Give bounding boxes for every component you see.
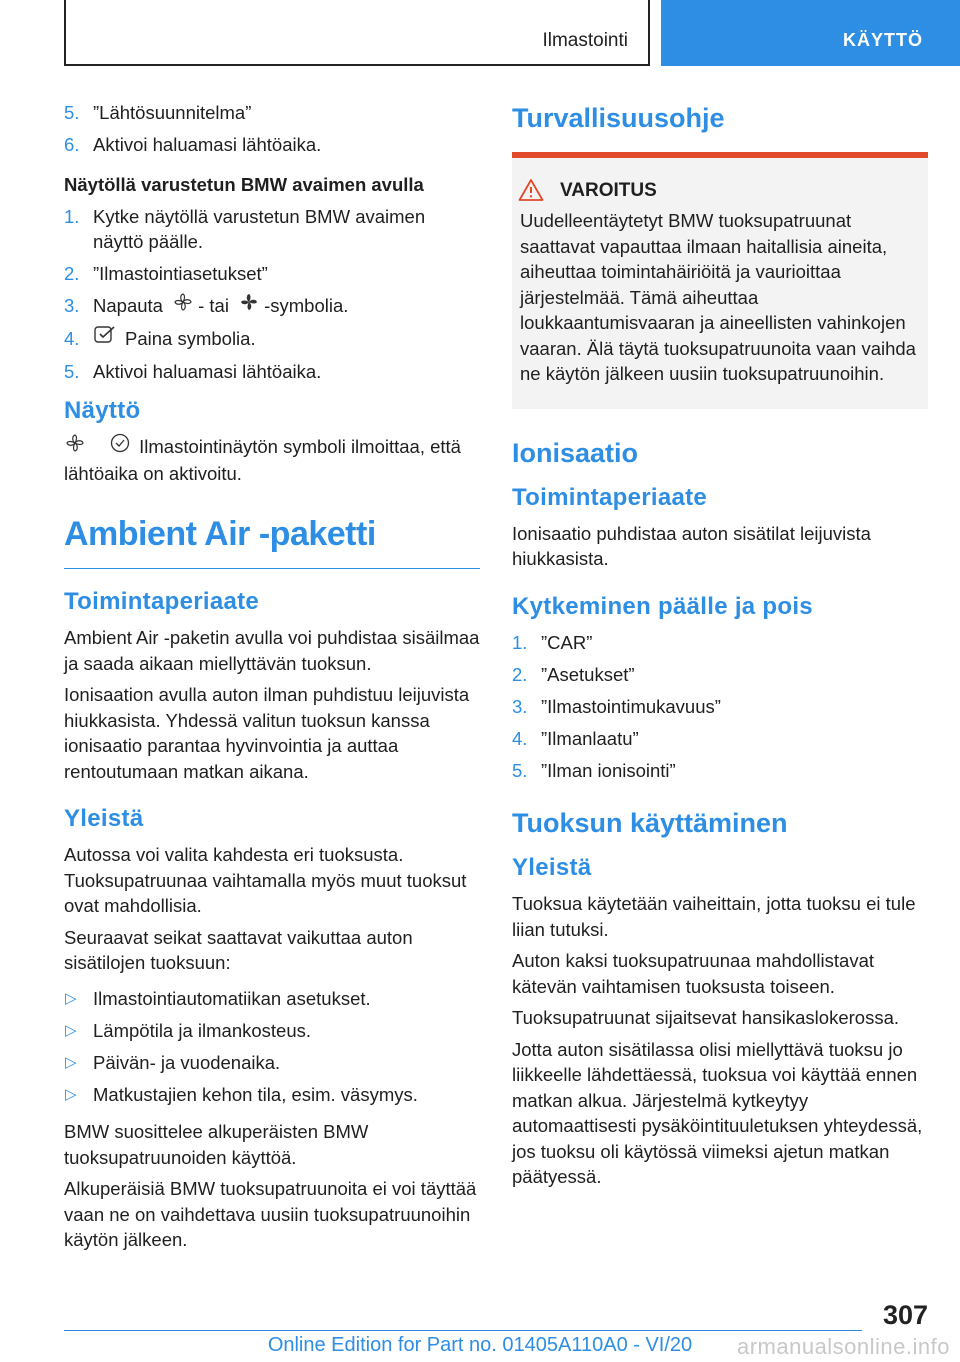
confirm-check-icon	[93, 324, 117, 353]
list-item: 3. ”Ilmastointimukavuus”	[512, 695, 721, 717]
list-item: ▷ Päivän- ja vuodenaika.	[64, 1050, 480, 1076]
general-paragraph: Seuraavat seikat saattavat vaikuttaa auton sisätilojen tuoksuun:	[64, 926, 413, 974]
list-item: 2. ”Ilmastointiasetukset”	[64, 263, 268, 284]
warning-text: Uudelleentäytetyt BMW tuoksupatruunat saattavat vapauttaa ilmaan haitallisia aineita, aiheuttaa toimintahäiriöitä ja vaurioittaa järjestelmää. Tämä aiheuttaa loukkaantumisvaaran ja aineellisten vahinkojen vaaran. Älä täytä tuoksupatruunoita vaan vaihda ne käytön jälkeen uusiin tuoksupatruunoihin.	[520, 210, 916, 384]
safety-heading: Turvallisuusohje	[512, 103, 725, 133]
fragrance-paragraph: Tuoksua käytetään vaiheittain, jotta tuoksu ei tule liian tutuksi.	[512, 893, 916, 940]
warning-title: VAROITUS	[560, 178, 918, 204]
header-chapter-tab	[661, 0, 960, 66]
ion-principle-text: Ionisaatio puhdistaa auton sisätilat leijuvista hiukkasista.	[512, 522, 871, 569]
principle-paragraph: Ambient Air -paketin avulla voi puhdistaa sisäilmaa ja saada aikaan miellyttävän tuoksun.	[64, 627, 480, 674]
triangle-bullet-icon: ▷	[65, 1085, 77, 1103]
list-item: 4. Paina symbolia.	[64, 326, 480, 352]
clock-icon	[109, 432, 131, 461]
display-heading: Näyttö	[64, 397, 141, 425]
fan-outline-icon	[64, 432, 86, 461]
general-heading: Yleistä	[64, 805, 144, 833]
list-item: 5. ”Ilman ionisointi”	[512, 759, 676, 781]
principle-heading: Toimintaperiaate	[64, 588, 260, 616]
right-column	[512, 100, 928, 1196]
fragrance-paragraph: Jotta auton sisätilassa olisi miellyttävä tuoksu jo liikkeelle lähdettäessä, tuoksua voi käyttää ennen matkan alkua. Järjestelmä kytkeytyy automaattisesti pysäköintituuletuksen yhteydessä, jos tuoksu oli käytössä viimeksi ajetun matkan päätyessä.	[512, 1038, 923, 1187]
list-item: 3. Napauta - tai -symbolia.	[64, 293, 480, 319]
fragrance-paragraph: Auton kaksi tuoksupatruunaa mahdollistavat kätevän vaihtamisen tuoksusta toiseen.	[512, 950, 874, 997]
ion-principle-heading: Toimintaperiaate	[512, 483, 708, 511]
switch-heading: Kytkeminen päälle ja pois	[512, 592, 813, 620]
list-item: 1. Kytke näytöllä varustetun BMW avaimen näyttö päälle.	[64, 205, 426, 252]
principle-paragraph: Ionisaation avulla auton ilman puhdistuu leijuvista hiukkasista. Yhdessä valitun tuoksun kanssa ionisaatio parantaa hyvinvointia ja auttaa rentoutumaan matkan aikana.	[64, 684, 470, 782]
general-paragraph: Autossa voi valita kahdesta eri tuoksusta. Tuoksupatruunaa vaihtamalla myös muut tuoksut ovat mahdollisia.	[64, 844, 467, 917]
left-column	[64, 100, 480, 1259]
header-chapter-label: KÄYTTÖ	[843, 30, 923, 50]
bullet-list	[64, 986, 480, 1108]
key-heading: Näytöllä varustetun BMW avaimen avulla	[64, 173, 424, 195]
list-item: 5. ”Lähtösuunnitelma”	[64, 102, 252, 123]
list-top	[64, 100, 480, 158]
triangle-bullet-icon: ▷	[65, 1021, 77, 1039]
list-item: 1. ”CAR”	[512, 631, 593, 653]
list-item: 5. Aktivoi haluamasi lähtöaika.	[64, 360, 322, 382]
list-item: ▷ Matkustajien kehon tila, esim. väsymys.	[64, 1082, 480, 1108]
warning-box	[512, 152, 928, 409]
fragrance-general-heading: Yleistä	[512, 854, 592, 881]
header-section-title: Ilmastointi	[542, 30, 628, 51]
list-item: 4. ”Ilmanlaatu”	[512, 727, 639, 749]
fan-filled-icon	[238, 291, 260, 320]
triangle-bullet-icon: ▷	[65, 989, 77, 1007]
fragrance-paragraph: Tuoksupatruunat sijaitsevat hansikaslokerossa.	[512, 1007, 899, 1028]
fragrance-heading: Tuoksun käyttäminen	[512, 808, 788, 838]
ion-heading: Ionisaatio	[512, 437, 639, 468]
warning-triangle-icon	[518, 178, 544, 202]
footer-divider	[64, 1330, 862, 1331]
chapter-title: Ambient Air -paketti	[64, 514, 480, 569]
fan-outline-icon	[172, 291, 194, 320]
switch-steps	[512, 630, 928, 784]
triangle-bullet-icon: ▷	[65, 1053, 77, 1071]
list-item: ▷ Lämpötila ja ilmankosteus.	[64, 1018, 480, 1044]
general-paragraph: Alkuperäisiä BMW tuoksupatruunoita ei voi täyttää vaan ne on vaihdettava uusiin tuoksupatruunoihin käytön jälkeen.	[64, 1178, 477, 1251]
general-paragraph: BMW suosittelee alkuperäisten BMW tuoksupatruunoiden käyttöä.	[64, 1121, 369, 1168]
list-item: 6. Aktivoi haluamasi lähtöaika.	[64, 134, 322, 155]
list-item: 2. ”Asetukset”	[512, 663, 635, 685]
footer-edition: Online Edition for Part no. 01405A110A0 - VI/20	[267, 1334, 693, 1356]
key-steps	[64, 204, 480, 385]
header-section-box	[64, 0, 650, 66]
page-number: 307	[883, 1300, 929, 1330]
display-text: Ilmastointinäytön symboli ilmoittaa, että lähtöaika on aktivoitu.	[64, 434, 480, 486]
list-item: ▷ Ilmastointiautomatiikan asetukset.	[64, 986, 480, 1012]
watermark: armanualsonline.info	[736, 1334, 950, 1359]
